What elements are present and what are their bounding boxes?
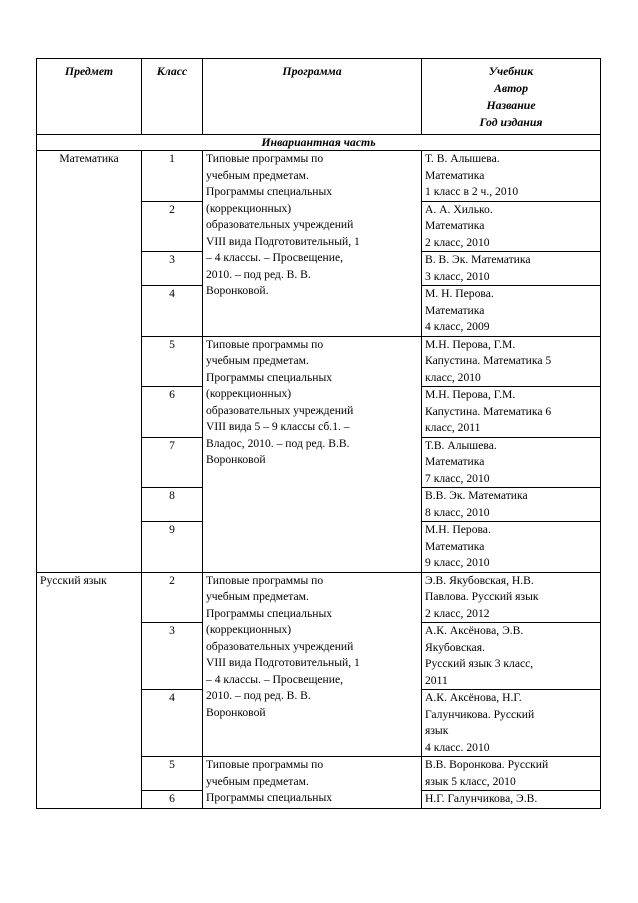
header-subject: Предмет <box>37 59 142 135</box>
subject-math: Математика <box>37 151 142 573</box>
textbook-line: 7 класс, 2010 <box>425 471 490 485</box>
textbook-line: В. В. Эк. Математика <box>425 253 531 266</box>
program-russian-a <box>203 572 422 757</box>
textbook-line: класс, 2010 <box>425 370 481 384</box>
grade-cell: 2 <box>142 572 203 623</box>
program-line: образовательных учреждений <box>206 639 354 653</box>
textbook-cell <box>422 286 601 337</box>
grade-cell: 5 <box>142 757 203 791</box>
curriculum-table <box>36 58 601 809</box>
program-line: учебным предметам. <box>206 354 309 367</box>
program-line: Программы специальных <box>206 791 333 804</box>
textbook-line: 4 класс, 2009 <box>425 320 490 333</box>
textbook-line: В.В. Воронкова. Русский <box>425 758 549 771</box>
program-line: учебным предметам. <box>206 590 309 603</box>
textbook-line: А. А. Хилько. <box>425 202 493 216</box>
header-title-line: Название <box>486 98 536 112</box>
textbook-cell <box>422 437 601 488</box>
grade-cell: 7 <box>142 437 203 488</box>
program-line: Программы специальных <box>206 185 333 198</box>
textbook-line: Н.Г. Галунчикова, Э.В. <box>425 792 538 805</box>
textbook-line: язык 5 класс, 2010 <box>425 774 516 788</box>
textbook-line: Э.В. Якубовская, Н.В. <box>425 573 534 587</box>
program-line: образовательных учреждений <box>206 403 354 417</box>
textbook-line: 2 класс, 2012 <box>425 606 490 620</box>
program-math-b <box>203 336 422 572</box>
textbook-cell <box>422 791 601 809</box>
table-row <box>37 151 601 202</box>
textbook-line: 3 класс, 2010 <box>425 269 490 283</box>
program-line: (коррекционных) <box>206 623 292 636</box>
textbook-line: А.К. Аксёнова, Н.Г. <box>425 691 522 704</box>
grade-cell: 2 <box>142 201 203 252</box>
textbook-line: 9 класс, 2010 <box>425 556 490 569</box>
program-line: Воронковой <box>206 705 266 719</box>
program-line: (коррекционных) <box>206 201 292 215</box>
header-author-line: Автор <box>494 81 528 95</box>
grade-cell: 3 <box>142 252 203 286</box>
section-title: Инвариантная часть <box>37 135 601 151</box>
program-math-a <box>203 151 422 337</box>
program-line: 2010. – под ред. В. В. <box>206 267 311 281</box>
program-line: учебным предметам. <box>206 168 309 182</box>
textbook-cell <box>422 151 601 202</box>
textbook-cell <box>422 522 601 573</box>
program-line: VIII вида 5 – 9 классы сб.1. – <box>206 420 350 433</box>
textbook-line: 1 класс в 2 ч., 2010 <box>425 185 519 198</box>
textbook-line: класс, 2011 <box>425 421 481 434</box>
grade-cell: 4 <box>142 690 203 757</box>
grade-cell: 3 <box>142 623 203 690</box>
textbook-line: Математика <box>425 168 485 182</box>
header-program: Программа <box>203 59 422 135</box>
program-line: Воронковой <box>206 453 266 466</box>
textbook-line: Т. В. Алышева. <box>425 152 500 165</box>
program-line: учебным предметам. <box>206 774 309 788</box>
grade-cell: 4 <box>142 286 203 337</box>
textbook-line: Математика <box>425 303 485 317</box>
program-line: Программы специальных <box>206 370 333 384</box>
program-line: VIII вида Подготовительный, 1 <box>206 234 360 248</box>
textbook-line: А.К. Аксёнова, Э.В. <box>425 624 524 637</box>
textbook-cell <box>422 387 601 438</box>
grade-cell: 6 <box>142 791 203 809</box>
program-line: – 4 классы. – Просвещение, <box>206 672 344 686</box>
program-line: Воронковой. <box>206 284 269 297</box>
subject-russian: Русский язык <box>37 572 142 808</box>
textbook-line: В.В. Эк. Математика <box>425 489 528 502</box>
textbook-line: М. Н. Перова. <box>425 287 494 300</box>
textbook-line: Павлова. Русский язык <box>425 590 539 603</box>
header-year-line: Год издания <box>479 115 543 129</box>
header-textbook <box>422 59 601 135</box>
textbook-line: 4 класс. 2010 <box>425 740 490 754</box>
program-line: Владос, 2010. – под ред. В.В. <box>206 436 350 450</box>
textbook-line: Математика <box>425 219 485 232</box>
textbook-line: 2 класс, 2010 <box>425 235 490 249</box>
program-line: 2010. – под ред. В. В. <box>206 689 311 702</box>
textbook-cell <box>422 572 601 623</box>
header-grade: Класс <box>142 59 203 135</box>
textbook-cell <box>422 336 601 387</box>
section-row <box>37 135 601 151</box>
program-russian-b <box>203 757 422 809</box>
textbook-line: Капустина. Математика 5 <box>425 354 552 367</box>
header-row <box>37 59 601 135</box>
textbook-line: Капустина. Математика 6 <box>425 404 552 418</box>
grade-cell: 9 <box>142 522 203 573</box>
textbook-line: Математика <box>425 455 485 468</box>
textbook-line: Математика <box>425 539 485 553</box>
program-line: Типовые программы по <box>206 573 324 587</box>
textbook-line: М.Н. Перова. <box>425 523 491 536</box>
grade-cell: 1 <box>142 151 203 202</box>
textbook-line: 2011 <box>425 673 448 687</box>
textbook-line: Галунчикова. Русский <box>425 707 535 721</box>
program-line: Типовые программы по <box>206 758 324 771</box>
header-textbook-line: Учебник <box>488 64 534 78</box>
table-row <box>37 572 601 623</box>
textbook-cell <box>422 757 601 791</box>
textbook-cell <box>422 690 601 757</box>
textbook-line: М.Н. Перова, Г.М. <box>425 388 516 401</box>
textbook-cell <box>422 623 601 690</box>
program-line: Типовые программы по <box>206 337 324 351</box>
textbook-cell <box>422 252 601 286</box>
program-line: VIII вида Подготовительный, 1 <box>206 656 360 669</box>
textbook-line: Т.В. Алышева. <box>425 438 497 452</box>
grade-cell: 5 <box>142 336 203 387</box>
textbook-cell <box>422 488 601 522</box>
program-line: Программы специальных <box>206 606 333 620</box>
textbook-cell <box>422 201 601 252</box>
program-line: (коррекционных) <box>206 387 292 400</box>
textbook-line: язык <box>425 724 449 737</box>
textbook-line: 8 класс, 2010 <box>425 505 490 519</box>
program-line: – 4 классы. – Просвещение, <box>206 251 344 264</box>
textbook-line: Русский язык 3 класс, <box>425 657 534 670</box>
grade-cell: 6 <box>142 387 203 438</box>
textbook-line: Якубовская. <box>425 640 485 654</box>
grade-cell: 8 <box>142 488 203 522</box>
program-line: Типовые программы по <box>206 152 324 165</box>
textbook-line: М.Н. Перова, Г.М. <box>425 337 516 351</box>
program-line: образовательных учреждений <box>206 218 354 231</box>
